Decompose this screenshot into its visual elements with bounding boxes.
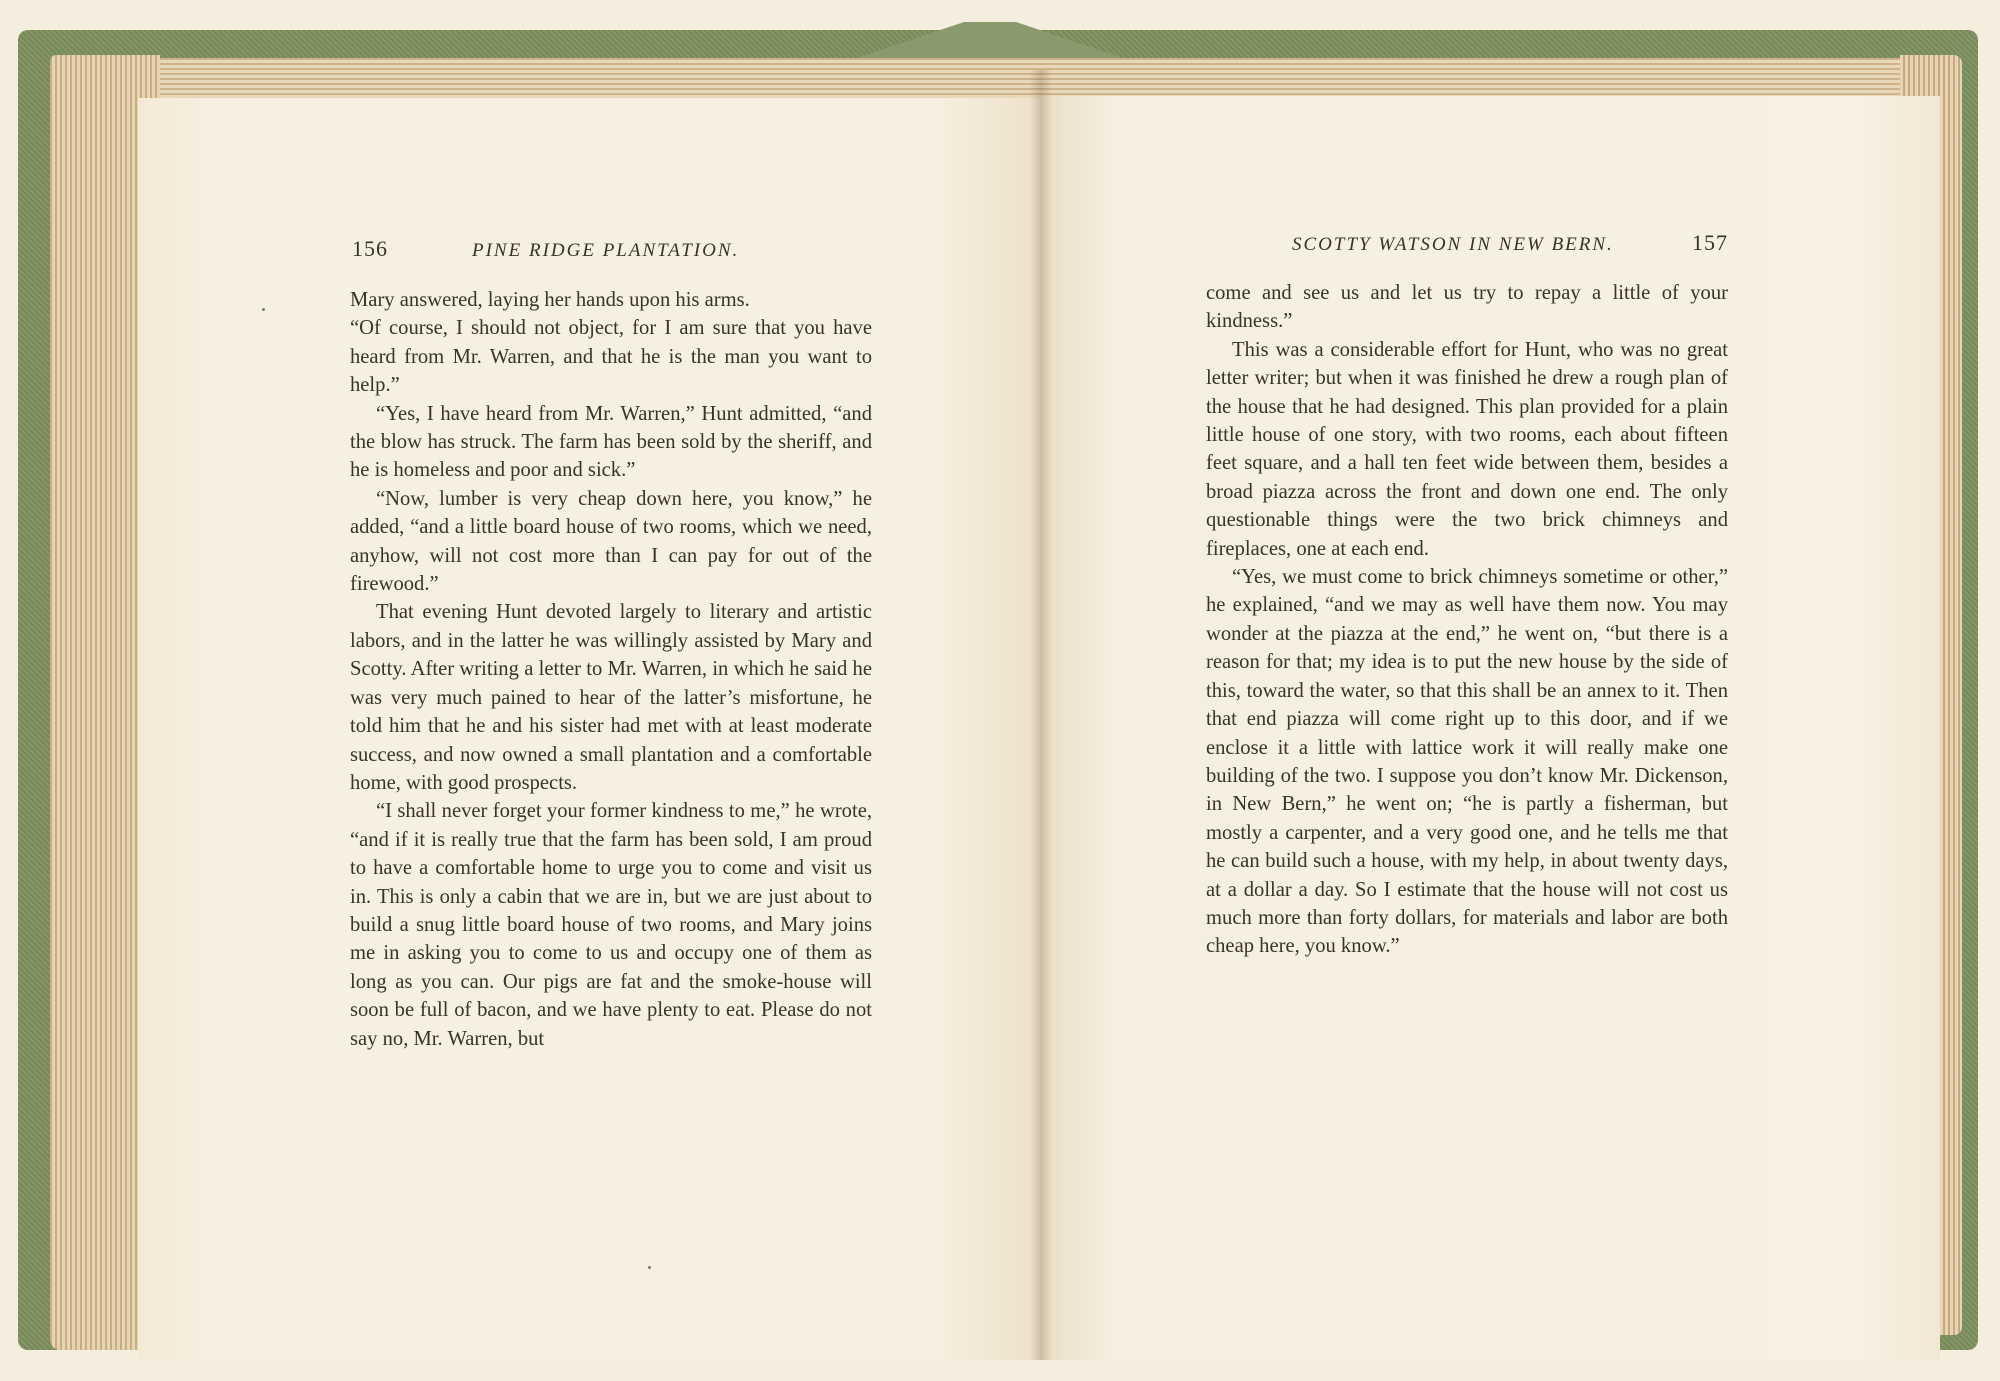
- paragraph: “Of course, I should not object, for I am sure that you have heard from Mr. Warren, and that he is the man you want to help.”: [350, 317, 872, 397]
- paragraph: “Yes, I have heard from Mr. Warren,” Hunt admitted, “and the blow has struck. The farm has been sold by the sheriff, and he is homeless and poor and sick.”: [350, 402, 872, 482]
- paragraph: “Now, lumber is very cheap down here, you know,” he added, “and a little board house of two rooms, which we need, anyhow, will not cost more than I can pay for out of the firewood.”: [350, 487, 872, 596]
- paragraph: “Yes, we must come to brick chimneys sometime or other,” he explained, “and we may as well have them now. You may wonder at the piazza at the end,” he went on, “but there is a reason for that; my idea is to put the new house by the side of this, toward the water, so that this shall be an annex to it. Then that end piazza will come right up to this door, and if we enclose it a little with lattice work it will really make one building of the two. I suppose you don’t know Mr. Dickenson, in New Bern,” he went on; “he is partly a fisherman, but mostly a carpenter, and a very good one, and he tells me that he can build such a house, with my help, in about twenty days, at a dollar a day. So I estimate that the house will not cost us much more than forty dollars, for materials and labor are both cheap here, you know.”: [1206, 566, 1728, 958]
- left-running-head: PINE RIDGE PLANTATION.: [472, 240, 740, 261]
- paper-speck: [648, 1266, 651, 1269]
- paper-speck: [262, 308, 265, 311]
- paragraph: come and see us and let us try to repay a little of your kindness.”: [1206, 282, 1728, 333]
- paragraph: Mary answered, laying her hands upon his arms.: [350, 289, 750, 311]
- right-page-number: 157: [1692, 230, 1728, 255]
- paragraph: That evening Hunt devoted largely to literary and artistic labors, and in the latter he was willingly assisted by Mary and Scotty. After writing a letter to Mr. Warren, in which he said he was very much pained to hear of the latter’s misfortune, he told him that he and his sister had met with at least moderate success, and now owned a small plantation and a comfortable home, with good prospects.: [350, 601, 872, 794]
- page-edges-top: [110, 58, 1930, 100]
- right-page-text: [1206, 279, 1728, 961]
- left-page-number: 156: [352, 236, 388, 261]
- gutter: [1030, 70, 1052, 1360]
- paragraph: This was a considerable effort for Hunt, who was no great letter writer; but when it was finished he drew a rough plan of the house that he had designed. This plan provided for a plain little house of one story, with two rooms, each about fifteen feet square, and a hall ten feet wide between them, besides a broad piazza across the front and down one end. The only questionable things were the two brick chimneys and fireplaces, one at each end.: [1206, 338, 1728, 560]
- left-page-text: [350, 286, 872, 1053]
- paragraph: “I shall never forget your former kindness to me,” he wrote, “and if it is really true that the farm has been sold, I am proud to have a comfortable home to urge you to come and visit us in. This is only a cabin that we are in, but we are just about to build a snug little board house of two rooms, and Mary joins me in asking you to come to us and occupy one of them as long as you can. Our pigs are fat and the smoke-house will soon be full of bacon, and we have plenty to eat. Please do not say no, Mr. Warren, but: [350, 800, 872, 1050]
- right-running-head: SCOTTY WATSON IN NEW BERN.: [1292, 234, 1614, 255]
